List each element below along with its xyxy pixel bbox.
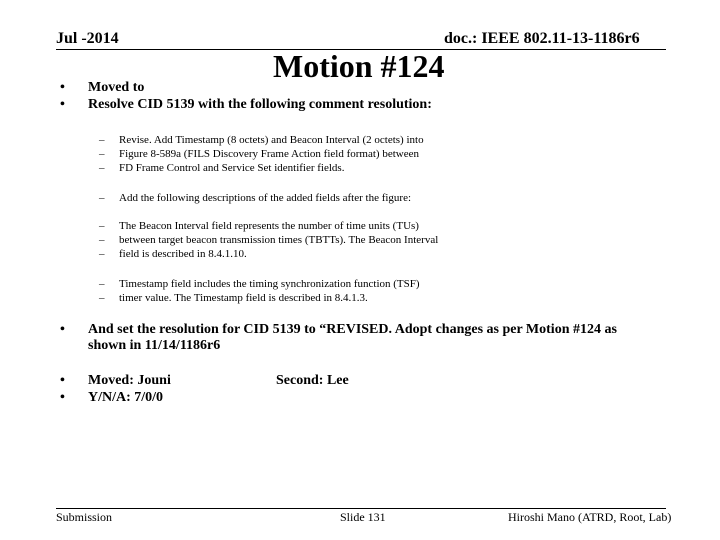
slide-title: Motion #124 xyxy=(273,48,445,84)
resolve-text: Resolve CID 5139 with the following comment resolution: xyxy=(88,97,432,112)
revise-line: Figure 8-589a (FILS Discovery Frame Action field format) between xyxy=(119,148,419,160)
dash-marker: – xyxy=(99,134,105,146)
add-fields-line: Add the following descriptions of the added fields after the figure: xyxy=(119,192,412,204)
footer-submission: Submission xyxy=(56,510,113,524)
second-by: Second: Lee xyxy=(276,373,349,388)
beacon-line: between target beacon transmission times (TBTTs). The Beacon Interval xyxy=(119,234,439,246)
footer-rule xyxy=(56,508,666,509)
bullet-marker: • xyxy=(60,322,65,337)
bullet-marker: • xyxy=(60,80,65,95)
header-date: Jul -2014 xyxy=(56,30,119,47)
timestamp-line: Timestamp field includes the timing synchronization function (TSF) xyxy=(119,278,420,290)
footer-slide-number: Slide 131 xyxy=(340,510,386,524)
moved-to-text: Moved to xyxy=(88,80,145,95)
dash-marker: – xyxy=(99,192,105,204)
vote-result: Y/N/A: 7/0/0 xyxy=(88,390,164,405)
dash-marker: – xyxy=(99,248,105,260)
and-set-line: And set the resolution for CID 5139 to “REVISED. Adopt changes as per Motion #124 as xyxy=(88,322,617,337)
bullet-marker: • xyxy=(60,373,65,388)
and-set-line: shown in 11/14/1186r6 xyxy=(88,338,221,353)
dash-marker: – xyxy=(99,278,105,290)
footer-author: Hiroshi Mano (ATRD, Root, Lab) xyxy=(508,510,672,524)
bullet-marker: • xyxy=(60,390,65,405)
beacon-line: field is described in 8.4.1.10. xyxy=(119,248,247,260)
dash-marker: – xyxy=(99,234,105,246)
beacon-line: The Beacon Interval field represents the number of time units (TUs) xyxy=(119,220,419,232)
dash-marker: – xyxy=(99,220,105,232)
header-doc-id: doc.: IEEE 802.11-13-1186r6 xyxy=(444,30,640,47)
moved-by: Moved: Jouni xyxy=(88,373,171,388)
revise-line: Revise. Add Timestamp (8 octets) and Beacon Interval (2 octets) into xyxy=(119,134,424,146)
revise-line: FD Frame Control and Service Set identifier fields. xyxy=(119,162,345,174)
dash-marker: – xyxy=(99,162,105,174)
bullet-marker: • xyxy=(60,97,65,112)
dash-marker: – xyxy=(99,292,105,304)
dash-marker: – xyxy=(99,148,105,160)
timestamp-line: timer value. The Timestamp field is described in 8.4.1.3. xyxy=(119,292,368,304)
